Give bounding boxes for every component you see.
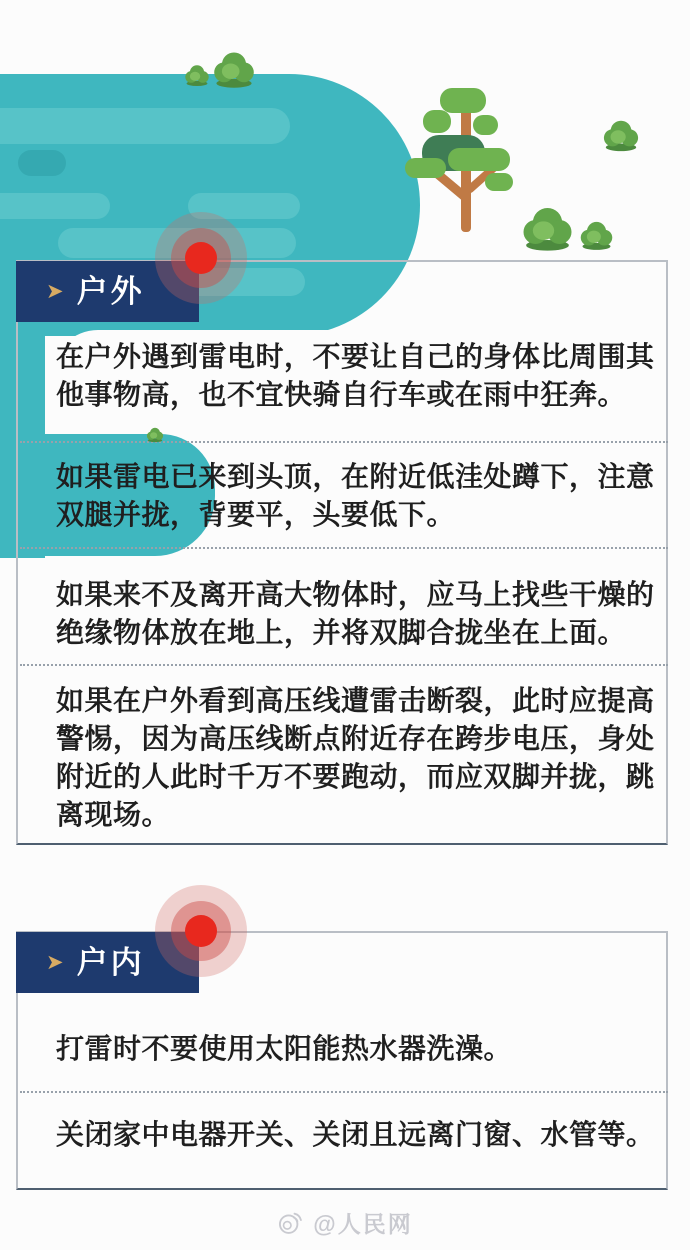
dotted-divider: [20, 547, 668, 549]
cloud-streak: [18, 150, 66, 176]
arrowhead-icon: ➤: [46, 951, 64, 974]
cloud-streak: [0, 108, 290, 144]
tree-icon: [400, 85, 518, 235]
arrowhead-icon: ➤: [46, 280, 64, 303]
outdoor-tip-2: 如果雷电已来到头顶，在附近低洼处蹲下，注意双腿并拢，背要平，头要低下。: [56, 461, 655, 530]
dotted-divider: [20, 441, 668, 443]
indoor-tip-1: 打雷时不要使用太阳能热水器洗澡。: [56, 1033, 513, 1064]
watermark-credit: @人民网: [313, 1211, 413, 1237]
outdoor-tip-1: 在户外遇到雷电时，不要让自己的身体比周围其他事物高，也不宜快骑自行车或在雨中狂奔。: [56, 341, 655, 410]
outdoor-tip-4: 如果在户外看到高压线遭雷击断裂，此时应提高警惕，因为高压线断点附近存在跨步电压，身处附近的人此时千万不要跑动，而应双脚并拢，跳离现场。: [56, 685, 655, 830]
watermark: [0, 1206, 690, 1239]
bush-icon: [579, 218, 614, 252]
dotted-divider: [20, 664, 668, 666]
indoor-tip-2: 关闭家中电器开关、关闭且远离门窗、水管等。: [56, 1119, 655, 1150]
indoor-section-title: 户内: [76, 945, 145, 980]
weibo-camera-icon: [277, 1209, 305, 1237]
bush-icon: [146, 426, 164, 443]
bush-icon: [602, 116, 640, 154]
bush-icon: [212, 48, 256, 90]
cloud-streak: [0, 193, 110, 219]
outdoor-tip-3: 如果来不及离开高大物体时，应马上找些干燥的绝缘物体放在地上，并将双脚合拢坐在上面。: [56, 579, 655, 648]
bush-icon: [520, 204, 575, 252]
bush-icon: [184, 62, 210, 88]
dotted-divider: [20, 1091, 668, 1093]
outdoor-section-title: 户外: [76, 274, 145, 309]
